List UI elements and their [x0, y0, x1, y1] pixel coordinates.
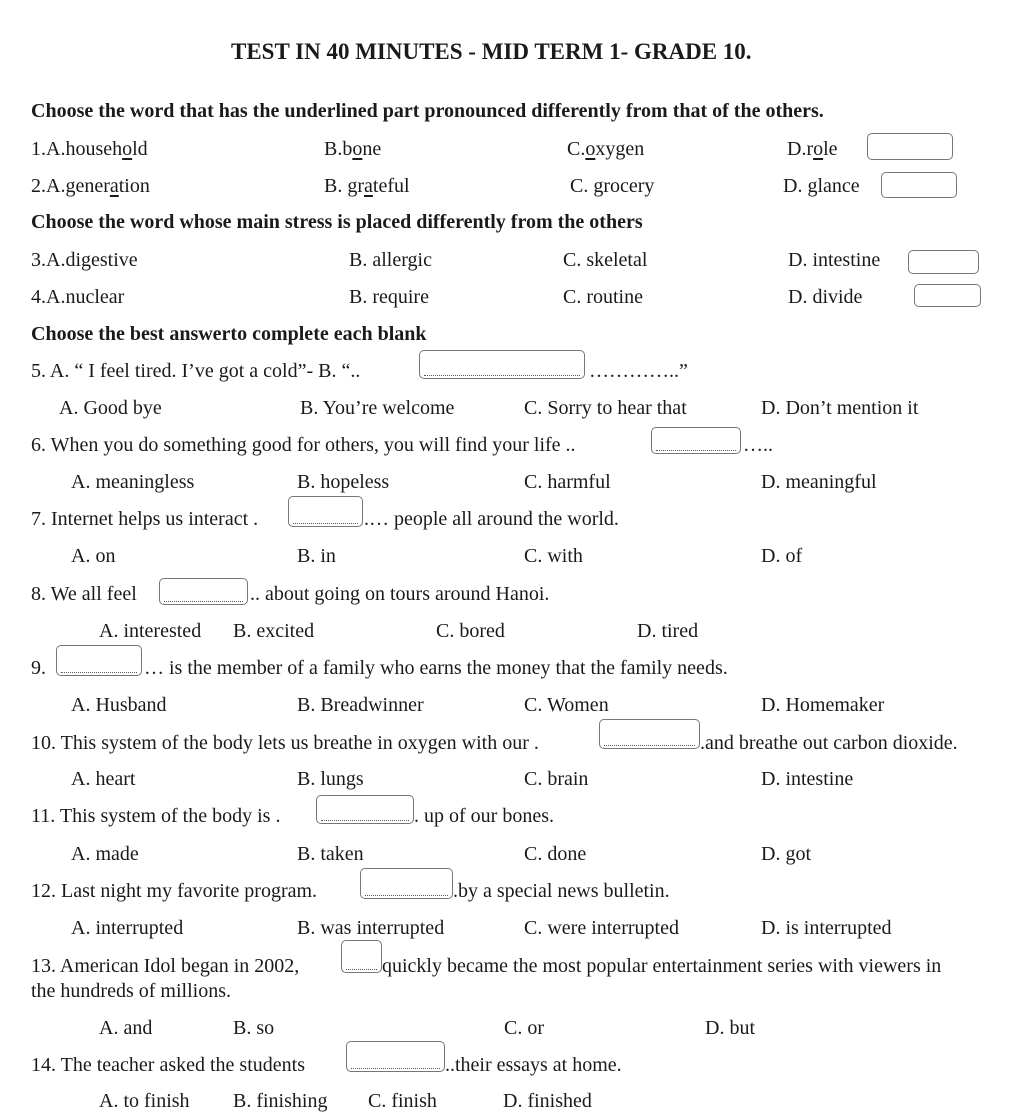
q13-option-d: D. but	[705, 1017, 755, 1039]
q11-option-a: A. made	[71, 843, 139, 865]
q5-option-c: C. Sorry to hear that	[524, 397, 687, 419]
page-title: TEST IN 40 MINUTES - MID TERM 1- GRADE 10.	[231, 39, 752, 64]
q4-option-a: 4.A.nuclear	[31, 286, 125, 308]
q10-option-d: D. intestine	[761, 768, 854, 790]
q1-option-a: 1.A.household	[31, 138, 148, 160]
q12-stem: 12. Last night my favorite program.	[31, 880, 318, 902]
q13-option-a: A. and	[99, 1017, 153, 1039]
q5-stem-end: …………..”	[589, 360, 688, 382]
q8-stem: 8. We all feel	[31, 583, 137, 605]
q2-option-d: D. glance	[783, 175, 860, 197]
q8-option-b: B. excited	[233, 620, 315, 642]
q4-option-d: D. divide	[788, 286, 863, 308]
q5-answer-blank[interactable]	[419, 350, 585, 379]
q9-option-d: D. Homemaker	[761, 694, 885, 716]
q14-option-a: A. to finish	[99, 1090, 190, 1112]
q10-option-a: A. heart	[71, 768, 136, 790]
q14-stem-end: ..their essays at home.	[445, 1054, 622, 1076]
q8-option-a: A. interested	[99, 620, 202, 642]
q12-answer-blank[interactable]	[360, 868, 453, 899]
q2-option-a: 2.A.generation	[31, 175, 150, 197]
q12-option-a: A. interrupted	[71, 917, 184, 939]
q6-option-c: C. harmful	[524, 471, 611, 493]
q1-option-c: C.oxygen	[567, 138, 645, 160]
q6-option-b: B. hopeless	[297, 471, 390, 493]
q11-option-c: C. done	[524, 843, 587, 865]
q8-answer-blank[interactable]	[159, 578, 248, 605]
q13-answer-blank[interactable]	[341, 940, 382, 973]
q9-stem: 9.	[31, 657, 46, 679]
q14-option-b: B. finishing	[233, 1090, 328, 1112]
q14-option-d: D. finished	[503, 1090, 592, 1112]
q9-stem-end: … is the member of a family who earns the money that the family needs.	[144, 657, 728, 679]
q6-stem: 6. When you do something good for others, you will find your life ..	[31, 434, 576, 456]
q10-option-b: B. lungs	[297, 768, 364, 790]
q1-answer-box[interactable]	[867, 133, 953, 160]
q7-option-d: D. of	[761, 545, 803, 567]
q7-option-a: A. on	[71, 545, 116, 567]
q2-option-b: B. grateful	[324, 175, 410, 197]
q4-option-b: B. require	[349, 286, 429, 308]
section-heading-stress: Choose the word whose main stress is placed differently from the others	[31, 211, 643, 233]
q13-stem: 13. American Idol began in 2002,	[31, 955, 300, 977]
q13-stem-end: quickly became the most popular entertainment series with viewers in	[382, 955, 942, 977]
q13-option-c: C. or	[504, 1017, 544, 1039]
q8-stem-end: .. about going on tours around Hanoi.	[250, 583, 550, 605]
q3-option-c: C. skeletal	[563, 249, 648, 271]
q10-stem: 10. This system of the body lets us breathe in oxygen with our .	[31, 732, 539, 754]
q6-stem-end: …..	[743, 434, 773, 456]
q2-option-c: C. grocery	[570, 175, 655, 197]
section-heading-best-answer: Choose the best answerto complete each blank	[31, 323, 427, 345]
q7-option-c: C. with	[524, 545, 583, 567]
q11-answer-blank[interactable]	[316, 795, 414, 824]
q11-option-d: D. got	[761, 843, 811, 865]
q6-answer-blank[interactable]	[651, 427, 741, 454]
q11-stem: 11. This system of the body is .	[31, 805, 281, 827]
q1-option-d: D.role	[787, 138, 838, 160]
q7-stem-end: .… people all around the world.	[364, 508, 619, 530]
q14-option-c: C. finish	[368, 1090, 437, 1112]
q13-option-b: B. so	[233, 1017, 275, 1039]
q6-option-d: D. meaningful	[761, 471, 877, 493]
q12-stem-end: .by a special news bulletin.	[453, 880, 670, 902]
q3-option-a: 3.A.digestive	[31, 249, 138, 271]
q2-answer-box[interactable]	[881, 172, 957, 198]
section-heading-pronunciation: Choose the word that has the underlined part pronounced differently from that of the others.	[31, 100, 824, 122]
q8-option-d: D. tired	[637, 620, 699, 642]
q10-stem-end: .and breathe out carbon dioxide.	[700, 732, 958, 754]
q3-option-d: D. intestine	[788, 249, 881, 271]
q12-option-c: C. were interrupted	[524, 917, 679, 939]
q8-option-c: C. bored	[436, 620, 505, 642]
q11-option-b: B. taken	[297, 843, 364, 865]
q11-stem-end: . up of our bones.	[414, 805, 554, 827]
q5-stem: 5. A. “ I feel tired. I’ve got a cold”- B. “..	[31, 360, 361, 382]
q9-option-c: C. Women	[524, 694, 609, 716]
q1-option-b: B.bone	[324, 138, 382, 160]
q4-option-c: C. routine	[563, 286, 643, 308]
q10-answer-blank[interactable]	[599, 719, 700, 749]
q9-option-a: A. Husband	[71, 694, 167, 716]
q10-option-c: C. brain	[524, 768, 589, 790]
q5-option-d: D. Don’t mention it	[761, 397, 919, 419]
q12-option-b: B. was interrupted	[297, 917, 445, 939]
q7-answer-blank[interactable]	[288, 496, 363, 527]
q14-answer-blank[interactable]	[346, 1041, 445, 1072]
q7-option-b: B. in	[297, 545, 336, 567]
q5-option-a: A. Good bye	[59, 397, 162, 419]
q9-answer-blank[interactable]	[56, 645, 142, 676]
q13-stem-line2: the hundreds of millions.	[31, 980, 231, 1002]
q7-stem: 7. Internet helps us interact .	[31, 508, 259, 530]
q5-option-b: B. You’re welcome	[300, 397, 455, 419]
q14-stem: 14. The teacher asked the students	[31, 1054, 305, 1076]
q6-option-a: A. meaningless	[71, 471, 195, 493]
q3-answer-box[interactable]	[908, 250, 979, 274]
q12-option-d: D. is interrupted	[761, 917, 892, 939]
q3-option-b: B. allergic	[349, 249, 432, 271]
q9-option-b: B. Breadwinner	[297, 694, 424, 716]
q4-answer-box[interactable]	[914, 284, 981, 307]
